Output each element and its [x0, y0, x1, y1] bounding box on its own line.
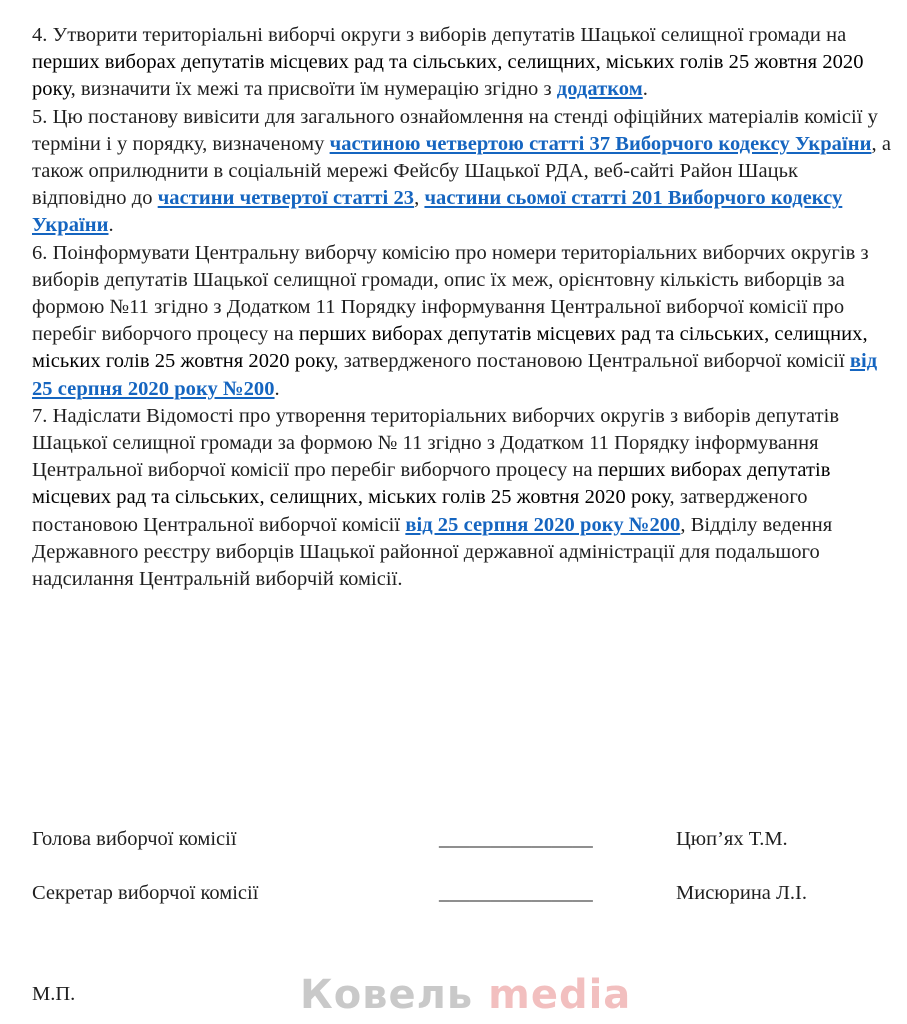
appendix-link[interactable]: додатком: [556, 78, 643, 101]
resolution-200-link[interactable]: від 25 серпня 2020 року №200: [405, 513, 681, 536]
item-5-text: 5. Цю постанову вивісити для загального ознайомлення на стенді офіційних матеріалів комісії у терміни і у порядку, визначеному: [32, 105, 878, 155]
watermark-part-2: media: [488, 972, 632, 1018]
signature-name: Мисюрина Л.І.: [676, 882, 808, 904]
item-6-text-cont: , затвердженого постановою Центральної виборчої комісії: [333, 350, 850, 373]
item-6-election-name: перших виборах депутатів місцевих рад та сільських, селищних, міських голів 25 жовтня 2020 року: [32, 323, 868, 373]
item-5-end: .: [108, 214, 114, 237]
item-6: [32, 240, 892, 403]
stamp-place: М.П.: [32, 983, 76, 1005]
item-7-text-cont: , затвердженого постановою Центральної виборчої комісії: [32, 486, 808, 536]
item-7-end: , Відділу ведення Державного реєстру виборців Шацької районної державної адміністрації для подальшого надсилання Центральній виборчій комісії.: [32, 513, 833, 591]
document-body: [32, 22, 892, 593]
item-7-election-name: перших виборах депутатів місцевих рад та сільських, селищних, міських голів 25 жовтня 2020 року: [32, 459, 831, 509]
code-article-201-link[interactable]: частини сьомої статті 201 Виборчого кодексу України: [32, 187, 843, 237]
signature-name: Цюп’ях Т.М.: [676, 828, 788, 850]
watermark-part-1: Ковель: [300, 972, 489, 1018]
item-5-text-cont: , а також оприлюднити в соціальній мережі Фейсбу Шацької РДА, веб-сайті Район Шацьк відповідно до: [32, 132, 891, 210]
watermark-logo: [300, 972, 631, 1018]
signature-role: Секретар виборчої комісії: [32, 882, 259, 904]
item-7-text: 7. Надіслати Відомості про утворення територіальних виборчих округів з виборів депутатів Шацької селищної громади за формою № 11 згідно з Додатком 11 Порядку інформування Центральної виборчої комісії про перебіг виборчого процесу на: [32, 404, 840, 482]
item-4-text: 4. Утворити територіальні виборчі округи з виборів депутатів Шацької селищної громади на: [32, 24, 847, 46]
item-5: [32, 104, 892, 240]
item-4-election-name: перших виборах депутатів місцевих рад та сільських, селищних, міських голів 25 жовтня 2020 року: [32, 51, 864, 101]
item-7: [32, 403, 892, 593]
code-article-37-link[interactable]: частиною четвертою статті 37 Виборчого кодексу України: [329, 132, 872, 155]
signature-line: _______________: [439, 828, 593, 850]
item-6-end: .: [274, 377, 280, 400]
item-6-text: 6. Поінформувати Центральну виборчу комісію про номери територіальних виборчих округів з виборів депутатів Шацької селищної громади, опис їх меж, орієнтовну кількість виборців за формою №11 згідно з Додатком 11 Порядку інформування Центральної виборчої комісії про перебіг виборчого процесу на: [32, 241, 869, 346]
item-4-text-cont: , визначити їх межі та присвоїти їм нумерацію згідно з: [70, 78, 557, 101]
resolution-200-link[interactable]: від 25 серпня 2020 року №200: [32, 350, 878, 400]
signature-role: Голова виборчої комісії: [32, 828, 237, 850]
code-article-23-link[interactable]: частини четвертої статті 23: [157, 187, 415, 210]
item-4-end: .: [642, 78, 648, 101]
item-5-sep: ,: [414, 187, 425, 210]
signature-line: _______________: [439, 882, 593, 904]
item-4: [32, 22, 892, 104]
